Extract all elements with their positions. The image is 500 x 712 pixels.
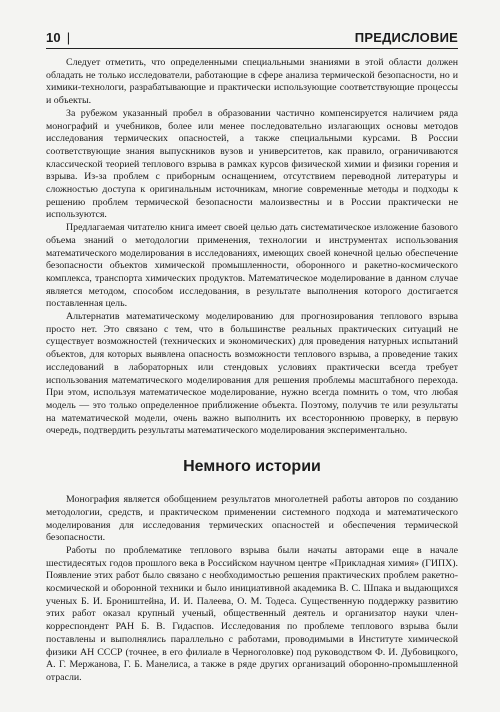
section-heading: Немного истории [183, 458, 321, 476]
paragraph: Монография является обобщением результатов многолетней работы авторов по созданию методологии, средств, и практическом применении системного подхода и математического моделирования для исследования термических опасностей и обеспечения термической безопасности. [46, 494, 458, 544]
header-separator: | [66, 30, 71, 45]
section-running-title: ПРЕДИСЛОВИЕ [354, 30, 458, 45]
page-number-group [46, 30, 70, 45]
preface-text [46, 57, 458, 438]
paragraph: Альтернатив математическому моделированию для прогнозирования теплового взрыва просто нет. Это связано с тем, что в большинстве реальных практических ситуаций не существует возможностей (технических и экономических) для проведения натурных испытаний объектов, для которых выявлена опасность возможности теплового взрыва, а проведение таких исследований в лабораторных или стендовых условиях практически всегда требует использования математического моделирования для решения проблемы масштабного перехода. При этом, используя математическое моделирование, нужно всегда помнить о том, что любая модель — это только определенное приближение объекта. Поэтому, получив те или результаты на математической модели, очень важно выполнить их всестороннюю проверку, в первую очередь, подтвердить результаты математического моделирования экспериментально. [46, 311, 458, 437]
page-number: 10 [46, 30, 61, 45]
running-header [46, 30, 458, 49]
paragraph: За рубежом указанный пробел в образовании частично компенсируется наличием ряда монографий и учебников, более или менее последовательно излагающих основы методов исследования термических опасностей, а также специальными курсами. В России соответствующие знания выпускников вузов и университетов, как правило, ограничиваются классической теорией теплового взрыва в рамках курсов физической химии и физики горения и взрыва. Из-за проблем с приборным оснащением, отсутствием переводной литературы и сложностью доступа к оригинальным источникам, многие современные методы и подходы к решению проблем термической безопасности малоизвестны и в России практически не используются. [46, 107, 458, 221]
paragraph: Работы по проблематике теплового взрыва были начаты авторами еще в начале шестидесятых годов прошлого века в Российском научном центре «Прикладная химия» (ГИПХ). Появление этих работ было связано с необходимостью решения практических проблем ракетно-космической и оборонной техники и было инициативной академика В. С. Шпака и выдающихся ученых Б. И. Броништейна, И. И. Палеева, О. М. Тодеса. Существенную поддержку развитию этих работ оказал крупный ученый, общественный деятель и организатор науки член-корреспондент РАН Б. В. Гидаспов. Исследования по проблеме теплового взрыва были поставлены и выполнялись параллельно с работами, проводимыми в Институте химической физики АН СССР (точнее, в его филиале в Черноголовке) под руководством Ф. И. Дубовицкого, А. Г. Мержанова, Г. Б. Манелиса, а также в ряде других организаций оборонно-промышленной отрасли. [46, 544, 458, 683]
paragraph: Следует отметить, что определенными специальными знаниями в этой области должен обладать не только исследователи, работающие в сфере анализа термической безопасности, но и химики-технологи, разрабатывающие и практически использующие соответствующие процессы и объекты. [46, 57, 458, 107]
paragraph: Предлагаемая читателю книга имеет своей целью дать систематическое изложение базового объема знаний о методологии применения, технологии и инструментах использования математического моделирования в исследованиях, имеющих своей конечной целью обеспечение безопасности объектов химической промышленности, оборонного и ракетно-космического комплекса, транспорта химических продуктов. Математическое моделирование в данном случае является методом, способом исследования, в результате выполнения которого достигается поставленная цель. [46, 222, 458, 310]
history-text [46, 494, 458, 685]
